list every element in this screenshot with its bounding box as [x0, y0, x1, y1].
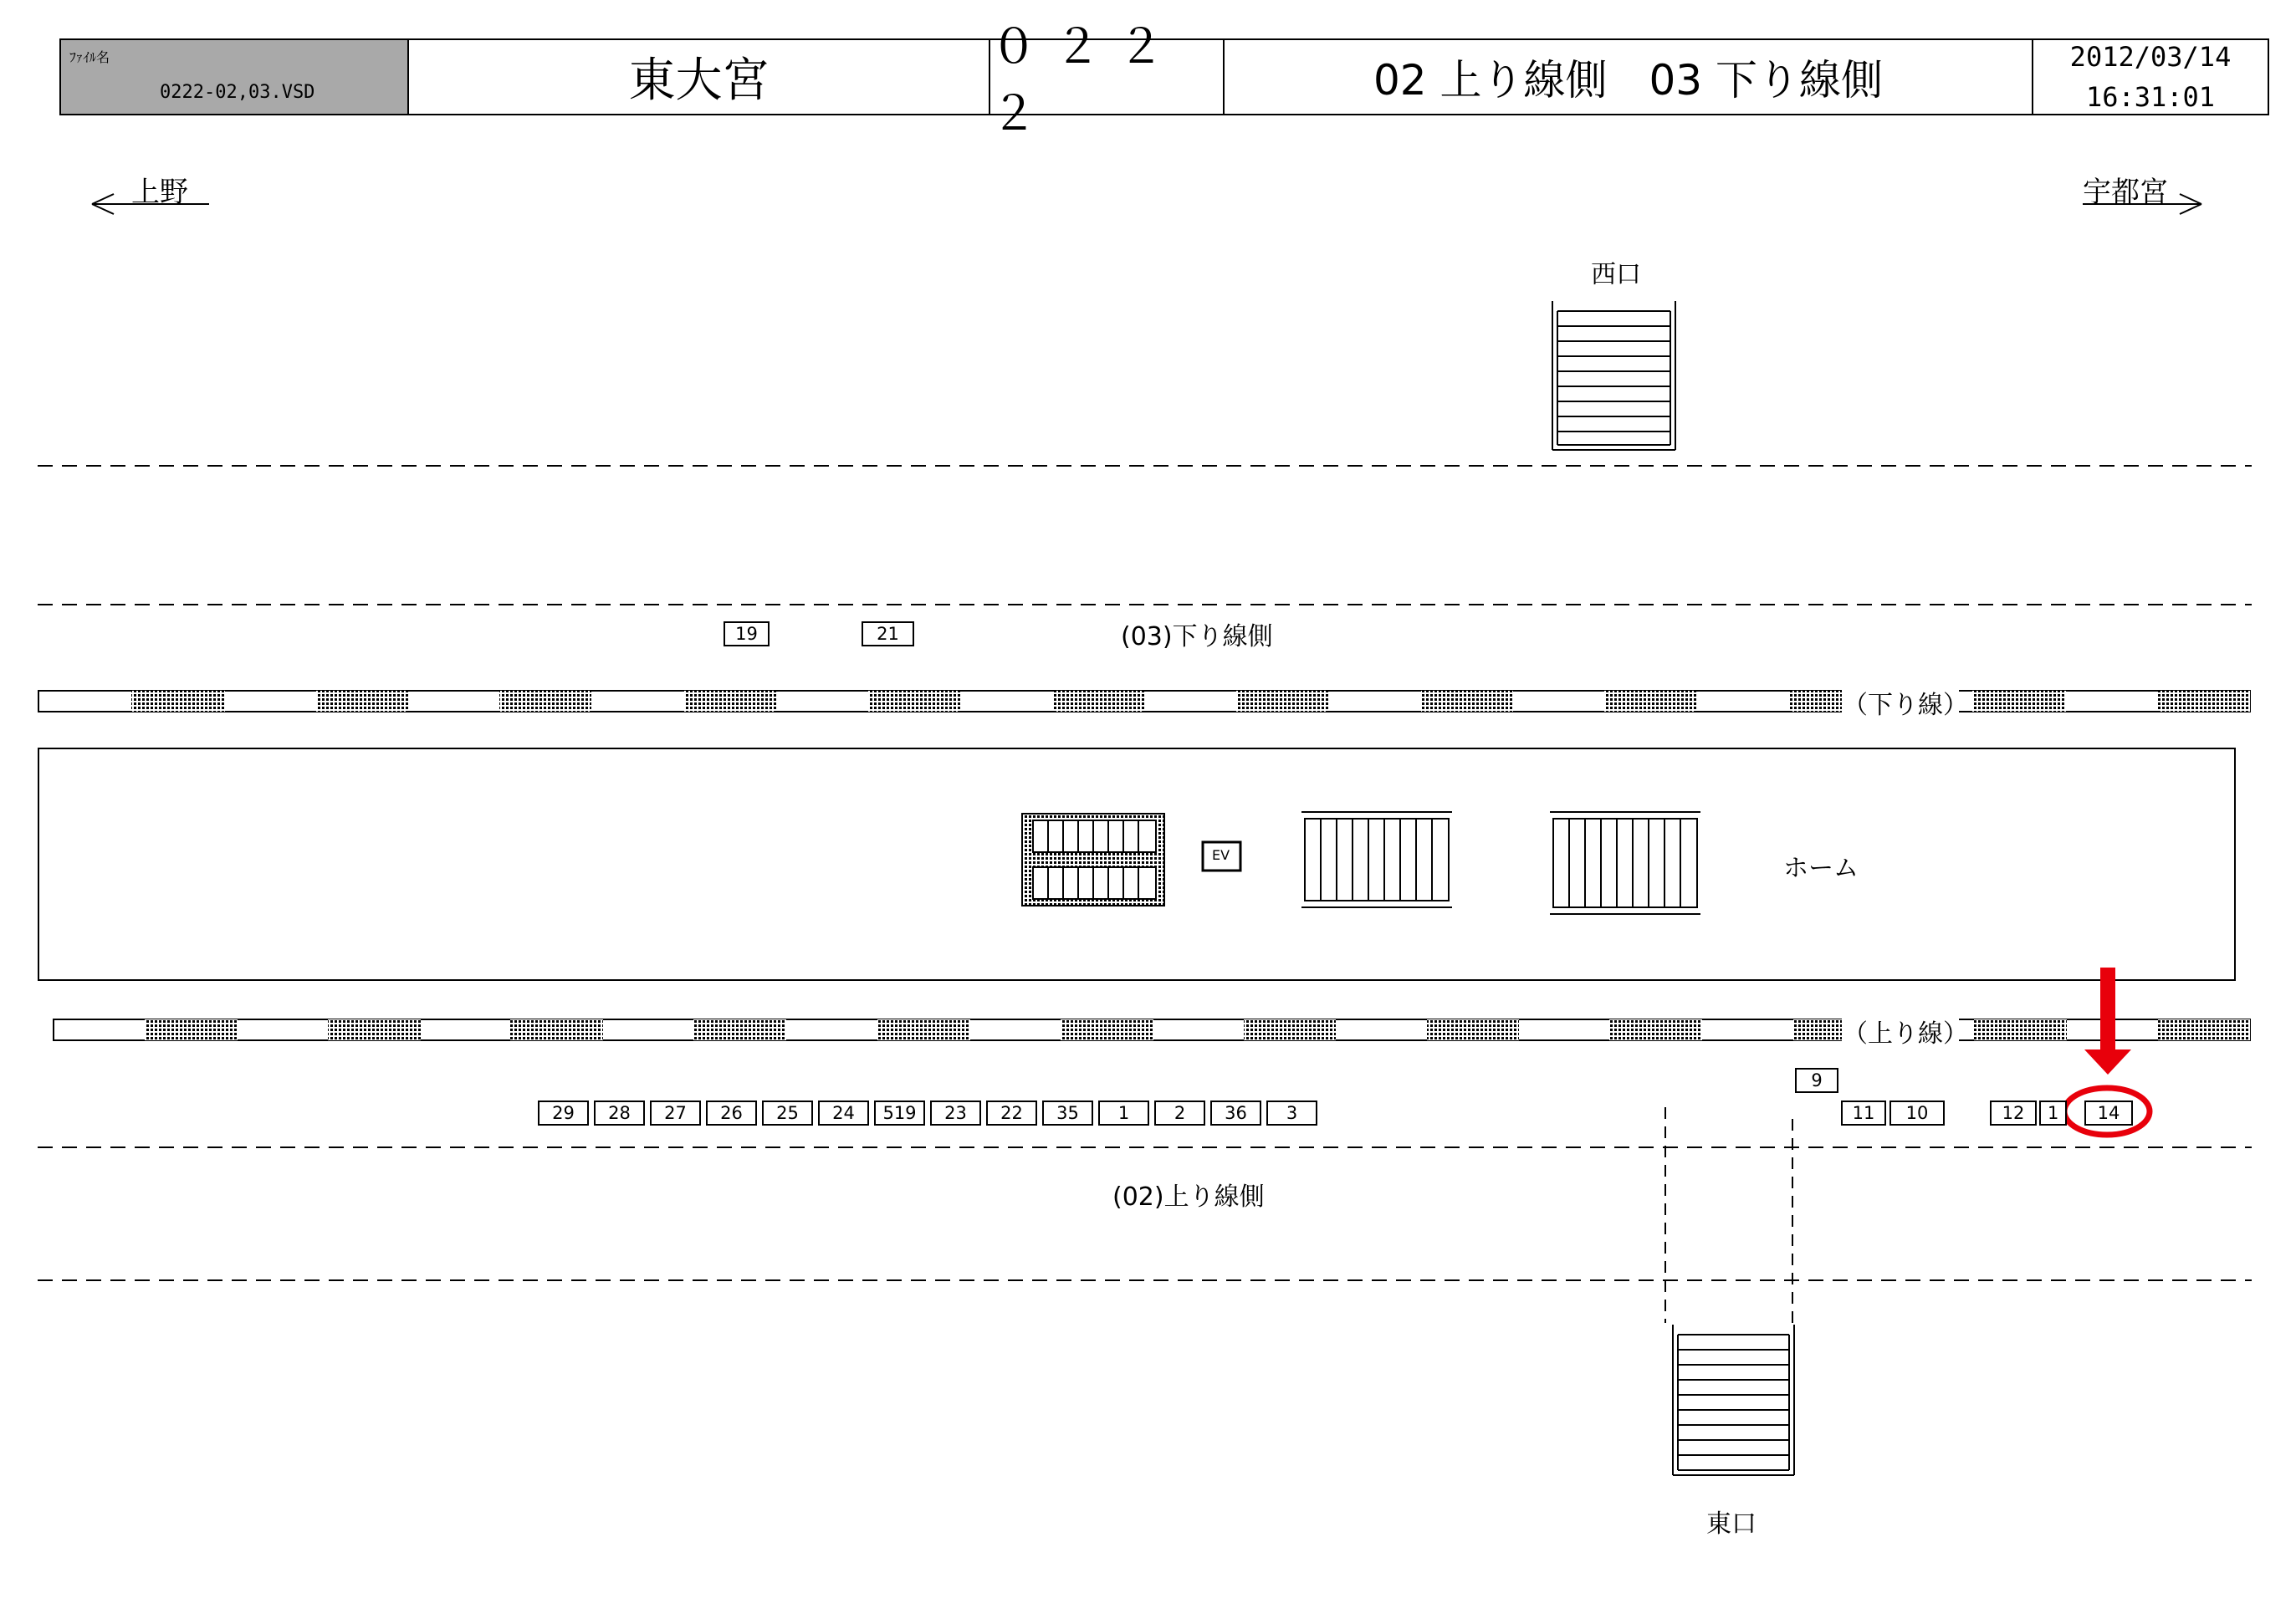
- ad-board: 9: [1795, 1068, 1838, 1093]
- ad-board: 26: [706, 1101, 757, 1126]
- stairs-east-exit-icon: [1673, 1325, 1794, 1475]
- ad-board: 19: [724, 621, 770, 646]
- ad-board-highlighted: 14: [2084, 1101, 2133, 1126]
- up-track-label: （上り線）: [1843, 1019, 1968, 1049]
- direction-left-label: 上野: [131, 176, 188, 209]
- elevator-label: EV: [1212, 847, 1230, 863]
- east-exit-label: 東口: [1706, 1509, 1757, 1539]
- ad-board: 3: [1266, 1101, 1317, 1126]
- station-code: ０２２２: [989, 38, 1225, 115]
- ad-board: 35: [1042, 1101, 1093, 1126]
- ad-board: 27: [650, 1101, 701, 1126]
- ad-board: 25: [762, 1101, 813, 1126]
- ad-board: 2: [1154, 1101, 1205, 1126]
- platform-label: ホーム: [1783, 854, 1859, 883]
- ad-board: 1: [1098, 1101, 1149, 1126]
- west-exit-label: 西口: [1591, 260, 1641, 289]
- file-name-cell: [59, 38, 409, 115]
- ad-board: 11: [1841, 1101, 1886, 1126]
- station-name: 東大宮: [407, 38, 990, 115]
- ad-board: 21: [862, 621, 914, 646]
- ad-board: 24: [818, 1101, 869, 1126]
- down-track-label: （下り線）: [1843, 691, 1968, 720]
- timestamp-cell: [2032, 38, 2269, 115]
- ad-board: 10: [1889, 1101, 1945, 1126]
- direction-right-label: 宇都宮: [2083, 176, 2168, 209]
- platform-stairs-left-icon: [1022, 814, 1164, 906]
- ad-board: 29: [538, 1101, 589, 1126]
- file-name-caption: ﾌｧｲﾙ名: [69, 49, 110, 65]
- ad-board: 28: [594, 1101, 645, 1126]
- down-side-label: (03)下り線側: [1121, 622, 1273, 651]
- ad-board: 36: [1210, 1101, 1261, 1126]
- file-name-value: 0222-02,03.VSD: [160, 82, 315, 103]
- ad-board: 12: [1990, 1101, 2037, 1126]
- up-side-label: (02)上り線側: [1112, 1182, 1265, 1212]
- ad-board: 22: [986, 1101, 1037, 1126]
- track-description: 02 上り線側 03 下り線側: [1223, 38, 2033, 115]
- time-value: 16:31:01: [2085, 81, 2216, 113]
- ad-board: 519: [874, 1101, 925, 1126]
- ad-board: 1: [2039, 1101, 2067, 1126]
- date-value: 2012/03/14: [2069, 41, 2232, 73]
- ad-board: 23: [930, 1101, 981, 1126]
- stairs-west-exit-icon: [1552, 301, 1675, 450]
